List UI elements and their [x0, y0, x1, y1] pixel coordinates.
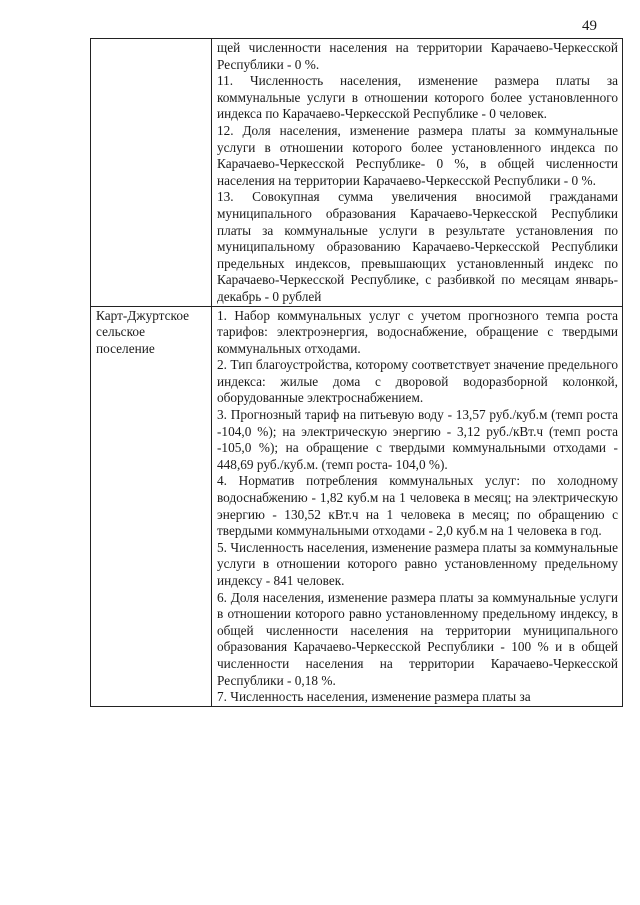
page-number: 49 [582, 18, 597, 34]
municipality-name-cell: Карт-Джуртское сельское поселение [91, 306, 212, 706]
indicator-paragraph: 12. Доля населения, изменение размера платы за коммунальные услуги в отношении которого более установленного индекса по Карачаево-Черкесской Республике- 0 %, в общей численности населения на территории Карачаево-Черкесской Республики - 0 %. [217, 122, 618, 188]
municipality-name-cell [91, 39, 212, 307]
indicator-paragraph: 3. Прогнозный тариф на питьевую воду - 13,57 руб./куб.м (темп роста -104,0 %); на электрическую энергию - 3,12 руб./кВт.ч (темп роста -105,0 %); на обращение с твердыми коммунальными отходами - 448,69 руб./куб.м. (темп роста- 104,0 %). [217, 407, 618, 472]
indicator-paragraph: 5. Численность населения, изменение размера платы за коммунальные услуги в отношении которого равно установленному предельному индексу - 841 человек. [217, 539, 618, 588]
indicator-paragraph: 1. Набор коммунальных услуг с учетом прогнозного темпа роста тарифов: электроэнергия, водоснабжение, обращение с твердыми коммунальных отходами. [217, 307, 618, 356]
indicators-cell [212, 306, 623, 706]
indicator-paragraph: 7. Численность населения, изменение размера платы за [217, 689, 531, 705]
indices-table [90, 38, 623, 707]
table-row [91, 39, 623, 307]
indicators-cell [212, 39, 623, 307]
indicator-paragraph: 4. Норматив потребления коммунальных услуг: по холодному водоснабжению - 1,82 куб.м на 1 человека в месяц; на электрическую энергию - 130,52 кВт.ч на 1 человека в месяц; по обращению с твердыми коммунальными отходами - 2,0 куб.м на 1 человека в год. [217, 473, 618, 539]
indicator-paragraph: 2. Тип благоустройства, которому соответствует значение предельного индекса: жилые дома с дворовой водоразборной колонкой, оборудованные электроснабжением. [217, 357, 618, 406]
table-row [91, 306, 623, 706]
indicator-paragraph: щей численности населения на территории Карачаево-Черкесской Республики - 0 %. [217, 40, 618, 72]
indicator-paragraph: 6. Доля населения, изменение размера платы за коммунальные услуги в отношении которого равно установленному предельному индексу, в общей численности населения на территории муниципального образования Карачаево-Черкесской Республики - 100 % и в общей численности населения на территории Карачаево-Черкесской Республики - 0,18 %. [217, 589, 618, 688]
indicator-paragraph: 13. Совокупная сумма увеличения вносимой гражданами муниципального образования Карачаево-Черкесской Республики платы за коммунальные услуги в результате установления по муниципальному образованию Карачаево-Черкесской Республики предельных индексов, превышающих установленный индекс по Карачаево-Черкесской Республике, с разбивкой по месяцам январь-декабрь - 0 рублей [217, 189, 618, 304]
indicator-paragraph: 11. Численность населения, изменение размера платы за коммунальные услуги в отношении которого более установленного индекса по Карачаево-Черкесской Республике - 0 человек. [217, 73, 618, 122]
